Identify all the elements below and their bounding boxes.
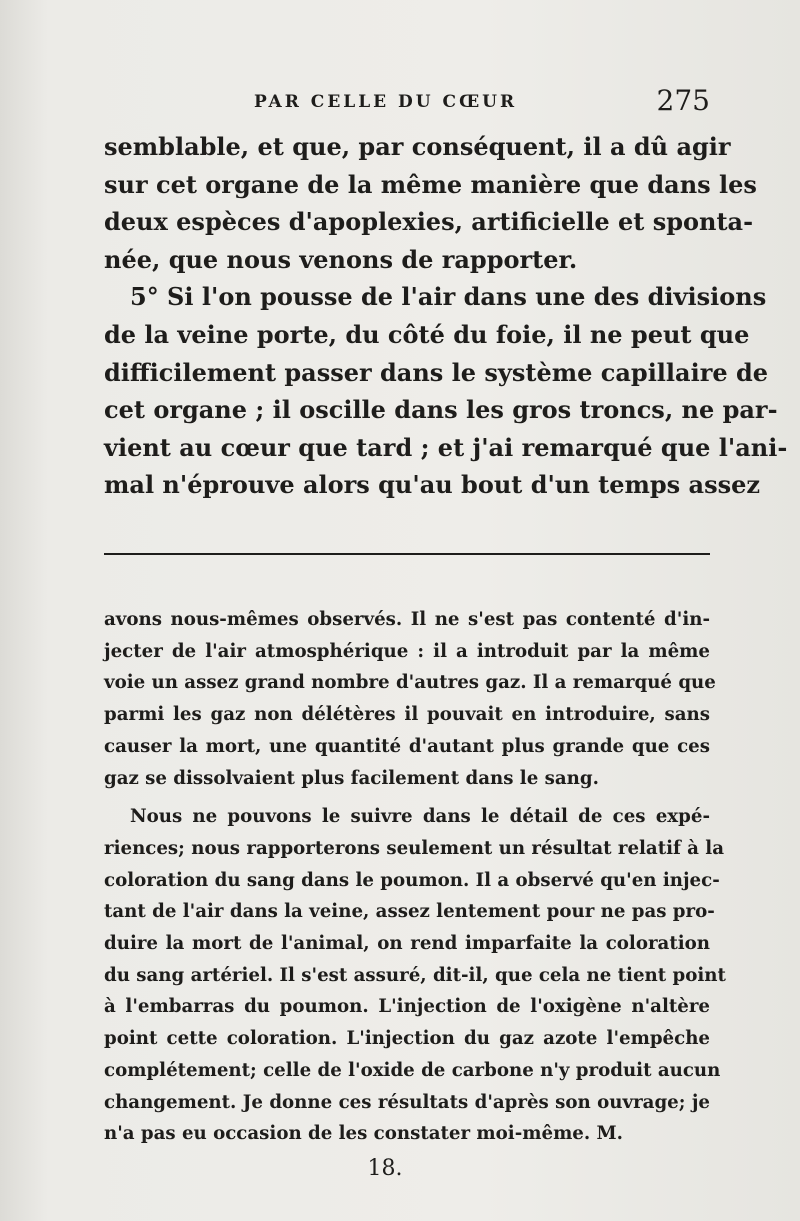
footnote-line: Nous ne pouvons le suivre dans le détail de ces expé- [130,806,710,828]
text-line: de la veine porte, du côté du foie, il ne peut que [104,319,750,349]
footnote [104,604,726,1150]
signature-mark-text: 18. [367,1156,403,1181]
footnote-line: duire la mort de l'animal, on rend imparfaite la coloration [104,933,710,955]
text-line: vient au cœur que tard ; et j'ai remarqué que l'ani- [104,432,788,462]
footnote-line: complétement; celle de l'oxide de carbone n'y produit aucun [104,1059,721,1081]
text-line: 5° Si l'on pousse de l'air dans une des divisions [130,282,767,312]
footnote-line: point cette coloration. L'injection du gaz azote l'empêche [104,1028,710,1050]
running-title: PAR CELLE DU CŒUR [254,92,518,112]
main-text [104,128,788,504]
footnote-line: riences; nous rapporterons seulement un résultat relatif à la [104,837,724,859]
footnote-line: parmi les gaz non délétères il pouvait en introduire, sans [104,704,710,726]
page-number: 275 [656,84,710,117]
footnote-line: changement. Je donne ces résultats d'après son ouvrage; je [104,1091,710,1113]
footnote-divider [104,553,710,555]
footnote-line: n'a pas eu occasion de les constater moi-même. M. [104,1123,624,1145]
footnote-line: jecter de l'air atmosphérique : il a introduit par la même [104,640,710,662]
text-line: deux espèces d'apoplexies, artificielle et sponta- [104,207,754,237]
page-header [104,84,710,120]
text-line: mal n'éprouve alors qu'au bout d'un temps assez [104,470,760,500]
footnote-line: avons nous-mêmes observés. Il ne s'est pas contenté d'in- [104,609,710,630]
footnote-line: du sang artériel. Il s'est assuré, dit-il, que cela ne tient point [104,964,726,986]
footnote-line: voie un assez grand nombre d'autres gaz. Il a remarqué que [104,672,716,694]
footnote-line: causer la mort, une quantité d'autant plus grande que ces [104,735,710,757]
footnote-line: gaz se dissolvaient plus facilement dans le sang. [104,767,599,789]
text-line: cet organe ; il oscille dans les gros troncs, ne par- [104,395,778,425]
footnote-line: tant de l'air dans la veine, assez lentement pour ne pas pro- [104,901,715,923]
footnote-line: coloration du sang dans le poumon. Il a observé qu'en injec- [104,869,720,891]
text-line: née, que nous venons de rapporter. [104,244,578,274]
text-line: difficilement passer dans le système capillaire de [104,357,769,387]
text-line: semblable, et que, par conséquent, il a dû agir [104,132,731,161]
footnote-line: à l'embarras du poumon. L'injection de l'oxigène n'altère [104,996,710,1018]
text-line: sur cet organe de la même manière que dans les [104,169,757,199]
signature-mark [0,1156,800,1181]
